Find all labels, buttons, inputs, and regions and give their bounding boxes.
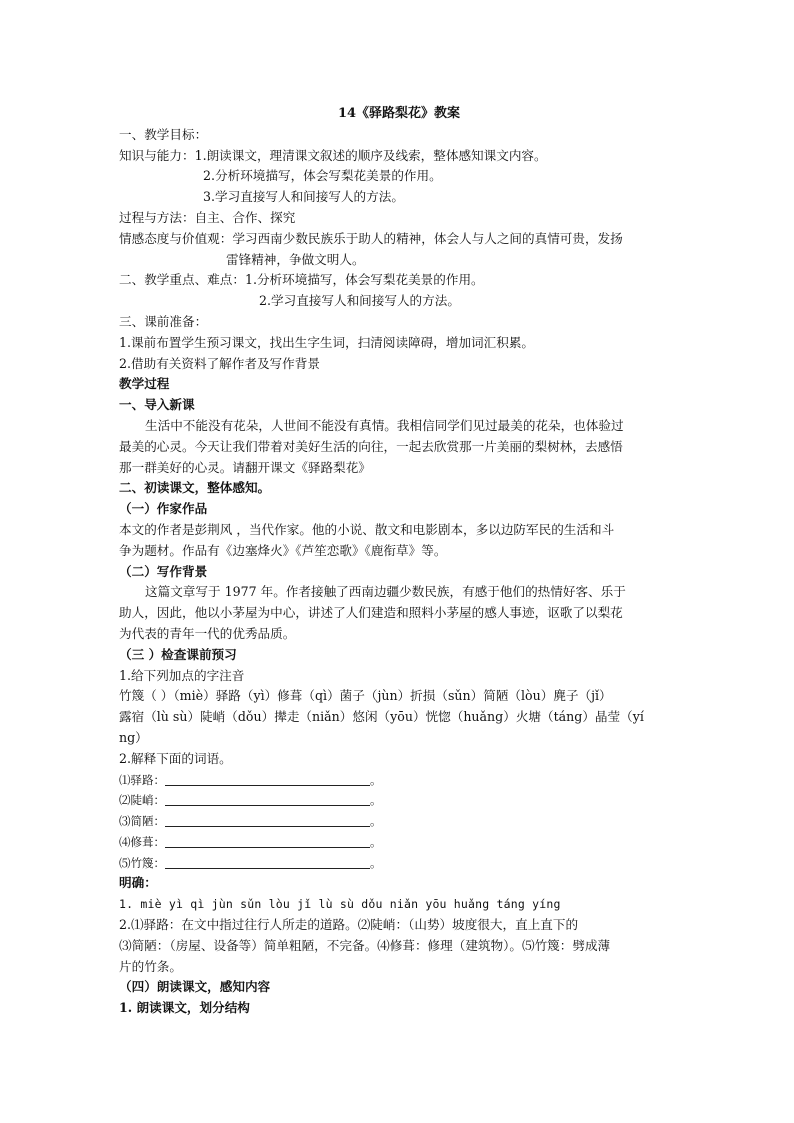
heading-intro: 一、导入新课 bbox=[119, 397, 195, 413]
vocab-end: 。 bbox=[370, 793, 382, 808]
vocab-blank-row bbox=[119, 790, 679, 811]
vocab-label: ⑷修葺： bbox=[119, 834, 165, 849]
answer-pinyin: 1. miè yì qì jùn sǔn lòu jǐ lù sù dǒu niǎn yōu huǎng táng yíng bbox=[119, 897, 561, 912]
section-teaching-goals: 一、教学目标： bbox=[119, 126, 208, 142]
answer-blank[interactable] bbox=[165, 855, 370, 869]
key-points-1: 二、教学重点、难点：1.分析环境描写，体会写梨花美景的作用。 bbox=[119, 272, 484, 288]
vocab-end: 。 bbox=[370, 855, 382, 870]
document-title: 14《驿路梨花》教案 bbox=[337, 106, 461, 121]
section-preparation: 三、课前准备： bbox=[119, 313, 208, 329]
goal-knowledge-1: 知识与能力：1.朗读课文，理清课文叙述的顺序及线索，整体感知课文内容。 bbox=[119, 147, 547, 163]
prep-item-2: 2.借助有关资料了解作者及写作背景 bbox=[119, 355, 320, 371]
intro-paragraph-line-2: 最美的心灵。今天让我们带着对美好生活的向往，一起去欣赏那一片美丽的梨树林，去感悟 bbox=[119, 438, 623, 454]
pinyin-line-3: ng） bbox=[119, 729, 148, 745]
pinyin-line-2: 露宿（lù sù）陡峭（dǒu）撵走（niǎn）悠闲（yōu）恍惚（huǎng）火塘（táng）晶莹（yí bbox=[119, 709, 644, 725]
answer-vocab-line-1: 2.⑴驿路：在文中指过往行人所走的道路。⑵陡峭：（山势）坡度很大，直上直下的 bbox=[119, 917, 579, 933]
answer-vocab-line-3: 片的竹条。 bbox=[119, 958, 182, 974]
vocab-label: ⑵陡峭： bbox=[119, 793, 165, 808]
vocab-blank-row bbox=[119, 770, 679, 791]
background-line-1: 这篇文章写于 1977 年。作者接触了西南边疆少数民族，有感于他们的热情好客、乐于 bbox=[145, 584, 626, 600]
heading-teaching-process: 教学过程 bbox=[119, 376, 170, 392]
key-points-2: 2.学习直接写人和间接写人的方法。 bbox=[259, 293, 460, 309]
background-line-3: 为代表的青年一代的优秀品质。 bbox=[119, 625, 296, 641]
answer-blank[interactable] bbox=[165, 792, 370, 806]
goal-process: 过程与方法：自主、合作、探究 bbox=[119, 209, 296, 225]
vocab-blank-row bbox=[119, 853, 679, 874]
vocab-blank-row bbox=[119, 832, 679, 853]
vocab-end: 。 bbox=[370, 834, 382, 849]
vocab-blank-row bbox=[119, 811, 679, 832]
vocab-end: 。 bbox=[370, 814, 382, 829]
background-line-2: 助人，因此，他以小茅屋为中心，讲述了人们建造和照料小茅屋的感人事迹，讴歌了以梨花 bbox=[119, 605, 623, 621]
heading-preview-check: （三 ）检查课前预习 bbox=[119, 646, 237, 662]
goal-knowledge-2: 2.分析环境描写，体会写梨花美景的作用。 bbox=[203, 168, 442, 184]
heading-first-reading: 二、初读课文，整体感知。 bbox=[119, 480, 271, 496]
goal-knowledge-3: 3.学习直接写人和间接写人的方法。 bbox=[203, 189, 404, 205]
author-line-2: 争为题材。作品有《边塞烽火》《芦笙恋歌》《鹿衔草》等。 bbox=[119, 542, 447, 558]
answer-vocab-line-2: ⑶简陋：（房屋、设备等）简单粗陋，不完备。⑷修葺：修理（建筑物）。⑸竹篾：劈成薄 bbox=[119, 937, 611, 953]
vocab-label: ⑶简陋： bbox=[119, 814, 165, 829]
answer-blank[interactable] bbox=[165, 834, 370, 848]
author-line-1: 本文的作者是彭荆风 ，当代作家。他的小说、散文和电影剧本，多以边防军民的生活和斗 bbox=[119, 521, 615, 537]
intro-paragraph-line-1: 生活中不能没有花朵，人世间不能没有真情。我相信同学们见过最美的花朵，也体验过 bbox=[145, 417, 624, 433]
vocab-end: 。 bbox=[370, 772, 382, 787]
prep-item-1: 1.课前布置学生预习课文，找出生字生词，扫清阅读障碍，增加词汇积累。 bbox=[119, 334, 535, 350]
heading-background: （二）写作背景 bbox=[119, 563, 208, 579]
answer-blank[interactable] bbox=[165, 813, 370, 827]
pinyin-task: 1.给下列加点的字注音 bbox=[119, 667, 245, 683]
heading-reading: （四）朗读课文，感知内容 bbox=[119, 979, 271, 995]
pinyin-line-1: 竹篾（ ）（miè）驿路（yì）修葺（qì）菌子（jùn）折损（sǔn）简陋（lòu）麂子（jǐ） bbox=[119, 688, 612, 704]
lesson-plan-page bbox=[119, 104, 679, 1019]
heading-author: （一）作家作品 bbox=[119, 501, 208, 517]
answer-blank[interactable] bbox=[165, 772, 370, 786]
vocab-task: 2.解释下面的词语。 bbox=[119, 750, 232, 766]
intro-paragraph-line-3: 那一群美好的心灵。请翻开课文《驿路梨花》 bbox=[119, 459, 371, 475]
reading-task-1: 1. 朗读课文，划分结构 bbox=[119, 1000, 250, 1016]
vocab-label: ⑸竹篾： bbox=[119, 855, 165, 870]
goal-emotion-cont: 雷锋精神，争做文明人。 bbox=[226, 251, 365, 267]
vocab-label: ⑴驿路： bbox=[119, 772, 165, 787]
heading-answers: 明确： bbox=[119, 875, 157, 891]
goal-emotion: 情感态度与价值观：学习西南少数民族乐于助人的精神，体会人与人之间的真情可贵，发扬 bbox=[119, 230, 623, 246]
